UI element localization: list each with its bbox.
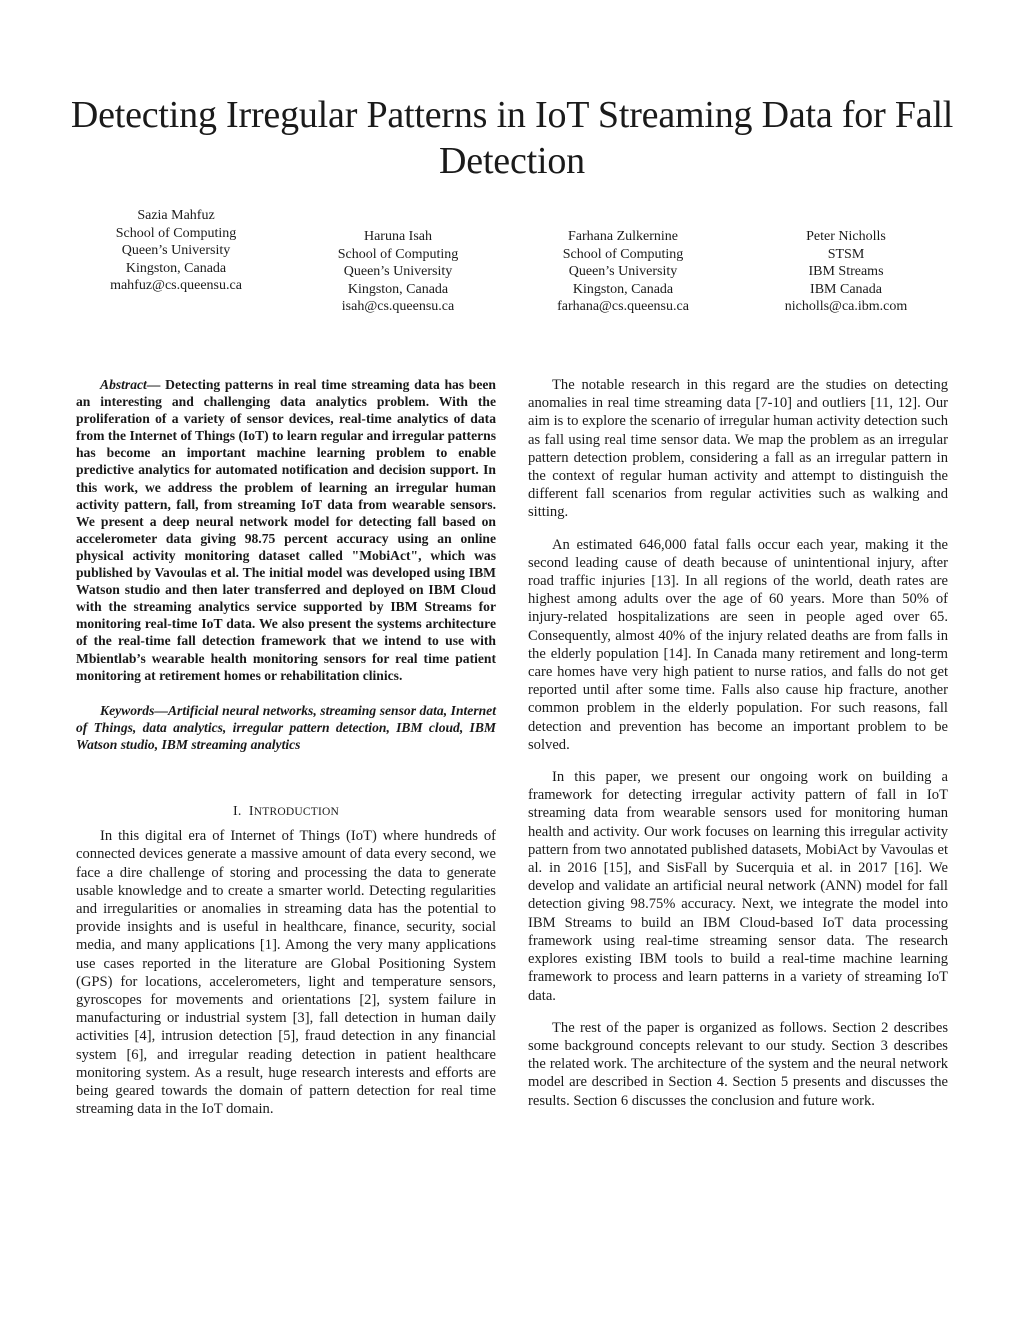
author-location: Kingston, Canada [125,260,227,276]
author-dept: School of Computing [115,225,237,241]
section-title-initial: I [248,803,254,819]
keywords: Keywords—Artificial neural networks, streaming sensor data, Internet of Things, data analytics, irregular pattern detection, IBM cloud, IBM Watson studio, IBM streaming analytics [76,702,496,752]
author-org: IBM Streams [808,264,884,279]
intro-paragraph-1: In this digital era of Internet of Things (IoT) where hundreds of connected devices generate a massive amount of data every second, we face a dire challenge of storing and processing the data to generate usable knowledge and to create a smarter world. Detecting regularities and irregularities or anomalies in streaming data has the potential to provide insights and is useful in healthcare, finance, security, social media, and many applications [1]. Among the very many applications use cases reported in the literature are Global Positioning System (GPS) for locations, accelerometers, light and temperature sensors, gyroscopes for movements and orientations [2], system failure in manufacturing or industrial system [3], fall detection in human daily activities [4], intrusion detection [5], fraud detection in any financial system [6], and irregular reading detection in patient healthcare monitoring system. As a result, huge research interests and efforts are being geared towards the domain of pattern detection for real time streaming data in the IoT domain. [76,828,496,1118]
author-name: Peter Nicholls [806,229,886,244]
author-name: Haruna Isah [363,229,433,244]
author-org: Queen’s University [121,243,231,258]
body-paragraph-3: In this paper, we present our ongoing work on building a framework for detecting irregular activity pattern of fall in IoT streaming data from wearable sensors used for monitoring human health and activity. Our work focuses on learning this irregular activity pattern from two annotated published datasets, MobiAct by Vavoulas et al. in 2016 [15], and SisFall by Sucerquia et al. in 2017 [16]. We develop and validate an artificial neural network (ANN) model for fall detection giving 98.75% accuracy. Next, we integrate the model into IBM Streams to build an IBM Cloud-based IoT data processing framework using real-time streaming sensor data. The research explores existing IBM tools to build a real-time machine learning framework to process and learn patterns in a variety of streaming IoT data. [528,769,948,1004]
section-number: I. [232,803,242,819]
right-column [528,376,948,1110]
author-email: farhana@cs.queensu.ca [557,299,689,314]
author-dept: School of Computing [562,246,684,262]
author-location: IBM Canada [810,281,882,297]
author-block-4 [736,228,956,316]
abstract [76,376,496,684]
author-email: mahfuz@cs.queensu.ca [110,278,242,293]
left-column [76,376,496,1118]
author-block-1 [66,207,286,295]
author-org: Queen’s University [343,264,453,279]
body-paragraph-2: An estimated 646,000 fatal falls occur each year, making it the second leading cause of death because of unintentional injury, after road traffic injuries [13]. In all regions of the world, death rates are highest among adults over the age of 60 years. More than 50% of injury-related hospitalizations are seen in people aged over 65. Consequently, almost 40% of the injury related deaths are from falls in the elderly population [14]. In Canada many retirement and long-term care homes have very high patient to nurse ratios, and falls do not get reported until after some time. Falls also cause hip fracture, another common problem in the elderly population. For such reasons, fall detection and prevention has become an important problem to be solved. [528,536,948,753]
section-title-rest: NTRODUCTION [253,805,340,818]
author-name: Sazia Mahfuz [137,208,215,223]
author-dept: STSM [827,246,865,262]
paper-title: Detecting Irregular Patterns in IoT Streaming Data for Fall Detection [70,94,954,182]
body-paragraph-1: The notable research in this regard are the studies on detecting anomalies in real time streaming data [7-10] and outliers [11, 12]. Our aim is to explore the scenario of irregular human activity detection such as fall using real time sensor data. We map the problem as an irregular pattern detection problem, considering a fall as an irregular pattern in the context of regular human activity and attempt to distinguish the different fall scenarios from regular activities such as walking and sitting. [528,377,948,521]
author-email: isah@cs.queensu.ca [341,299,455,314]
body-paragraph-4: The rest of the paper is organized as follows. Section 2 describes some background concepts relevant to our study. Section 3 describes the related work. The architecture of the system and the neural network model are described in Section 4. Section 5 presents and discusses the results. Section 6 discusses the conclusion and future work. [528,1019,948,1109]
abstract-label: Abstract— [100,377,161,392]
abstract-text: Detecting patterns in real time streaming data has been an interesting and challenging data analytics problem. With the proliferation of a variety of sensor devices, real-time analytics of data from the Internet of Things (IoT) to learn regular and irregular patterns has become an important machine learning problem to enable predictive analytics for automated notification and decision support. In this work, we address the problem of learning an irregular human activity pattern, fall, from streaming IoT data from wearable sensors. We present a deep neural network model for detecting fall based on accelerometer data giving 98.75 percent accuracy using an online physical activity monitoring dataset called "MobiAct", which was published by Vavoulas et al. The initial model was developed using IBM Watson studio and then later transferred and deployed on IBM Cloud with the streaming analytics service supported by IBM Streams for monitoring real-time IoT data. We also present the systems architecture of the real-time fall detection framework that we intend to use with Mbientlab’s wearable health monitoring sensors for real time patient monitoring at retirement homes or rehabilitation clinics. [76,377,496,683]
author-block-3 [513,228,733,316]
author-location: Kingston, Canada [347,281,449,297]
author-name: Farhana Zulkernine [567,229,678,244]
author-dept: School of Computing [337,246,459,262]
section-heading-introduction [76,803,496,821]
author-location: Kingston, Canada [572,281,674,297]
author-email: nicholls@ca.ibm.com [784,299,908,314]
author-org: Queen’s University [568,264,678,279]
author-block-2 [288,228,508,316]
